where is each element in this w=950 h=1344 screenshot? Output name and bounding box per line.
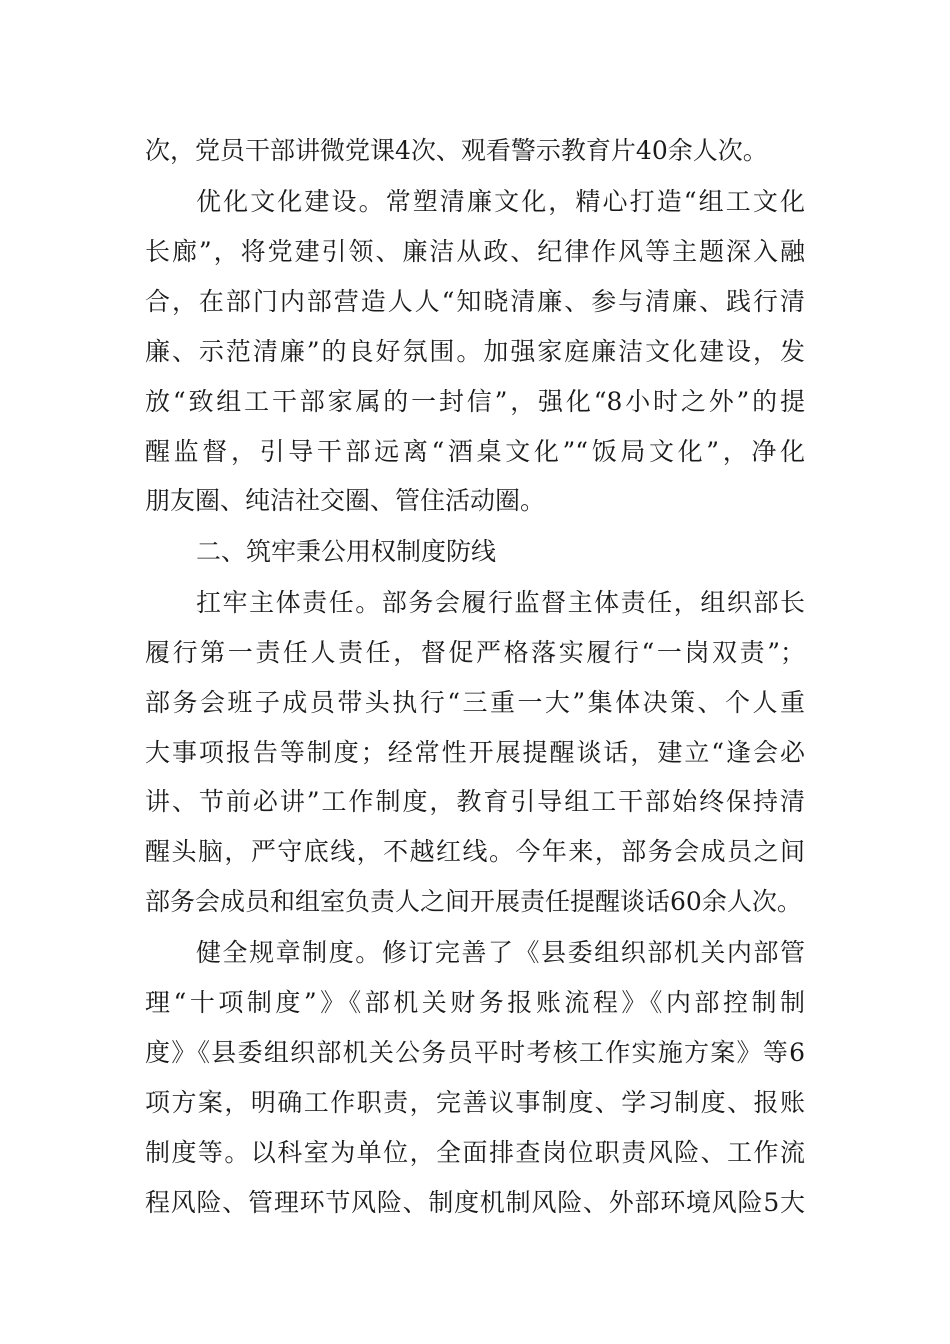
paragraph-line: 醒头脑，严守底线，不越红线。今年来，部务会成员之间 bbox=[145, 837, 805, 866]
paragraph-line: 扛牢主体责任。部务会履行监督主体责任，组织部长 bbox=[196, 588, 805, 617]
paragraph-line: 项方案，明确工作职责，完善议事制度、学习制度、报账 bbox=[145, 1088, 805, 1117]
paragraph-line: 朋友圈、纯洁社交圈、管住活动圈。 bbox=[145, 486, 546, 515]
paragraph-line: 理“十项制度”》《部机关财务报账流程》《内部控制制 bbox=[145, 988, 805, 1017]
paragraph-line: 次，党员干部讲微党课4次、观看警示教育片40余人次。 bbox=[145, 136, 768, 165]
paragraph-line: 合，在部门内部营造人人“知晓清廉、参与清廉、践行清 bbox=[145, 287, 805, 316]
paragraph-line: 醒监督，引导干部远离“酒桌文化”“饭局文化”，净化 bbox=[145, 437, 805, 466]
paragraph-line: 制度等。以科室为单位，全面排查岗位职责风险、工作流 bbox=[145, 1138, 805, 1167]
paragraph-line: 大事项报告等制度；经常性开展提醒谈话，建立“逢会必 bbox=[145, 738, 805, 767]
paragraph-line: 优化文化建设。常塑清廉文化，精心打造“组工文化 bbox=[196, 187, 805, 216]
paragraph-line: 长廊”，将党建引领、廉洁从政、纪律作风等主题深入融 bbox=[145, 237, 805, 266]
paragraph-line: 履行第一责任人责任，督促严格落实履行“一岗双责”； bbox=[145, 638, 805, 667]
paragraph-line: 讲、节前必讲”工作制度，教育引导组工干部始终保持清 bbox=[145, 787, 805, 816]
paragraph-line: 程风险、管理环节风险、制度机制风险、外部环境风险5大 bbox=[145, 1188, 805, 1217]
paragraph-line: 部务会班子成员带头执行“三重一大”集体决策、个人重 bbox=[145, 688, 805, 717]
paragraph-line: 度》《县委组织部机关公务员平时考核工作实施方案》等6 bbox=[145, 1038, 805, 1067]
paragraph-line: 部务会成员和组室负责人之间开展责任提醒谈话60余人次。 bbox=[145, 887, 802, 916]
paragraph-line: 放“致组工干部家属的一封信”，强化“8小时之外”的提 bbox=[145, 387, 805, 416]
paragraph-line: 廉、示范清廉”的良好氛围。加强家庭廉洁文化建设，发 bbox=[145, 337, 805, 366]
paragraph-line: 健全规章制度。修订完善了《县委组织部机关内部管 bbox=[196, 938, 805, 967]
section-heading: 二、筑牢秉公用权制度防线 bbox=[196, 537, 497, 566]
